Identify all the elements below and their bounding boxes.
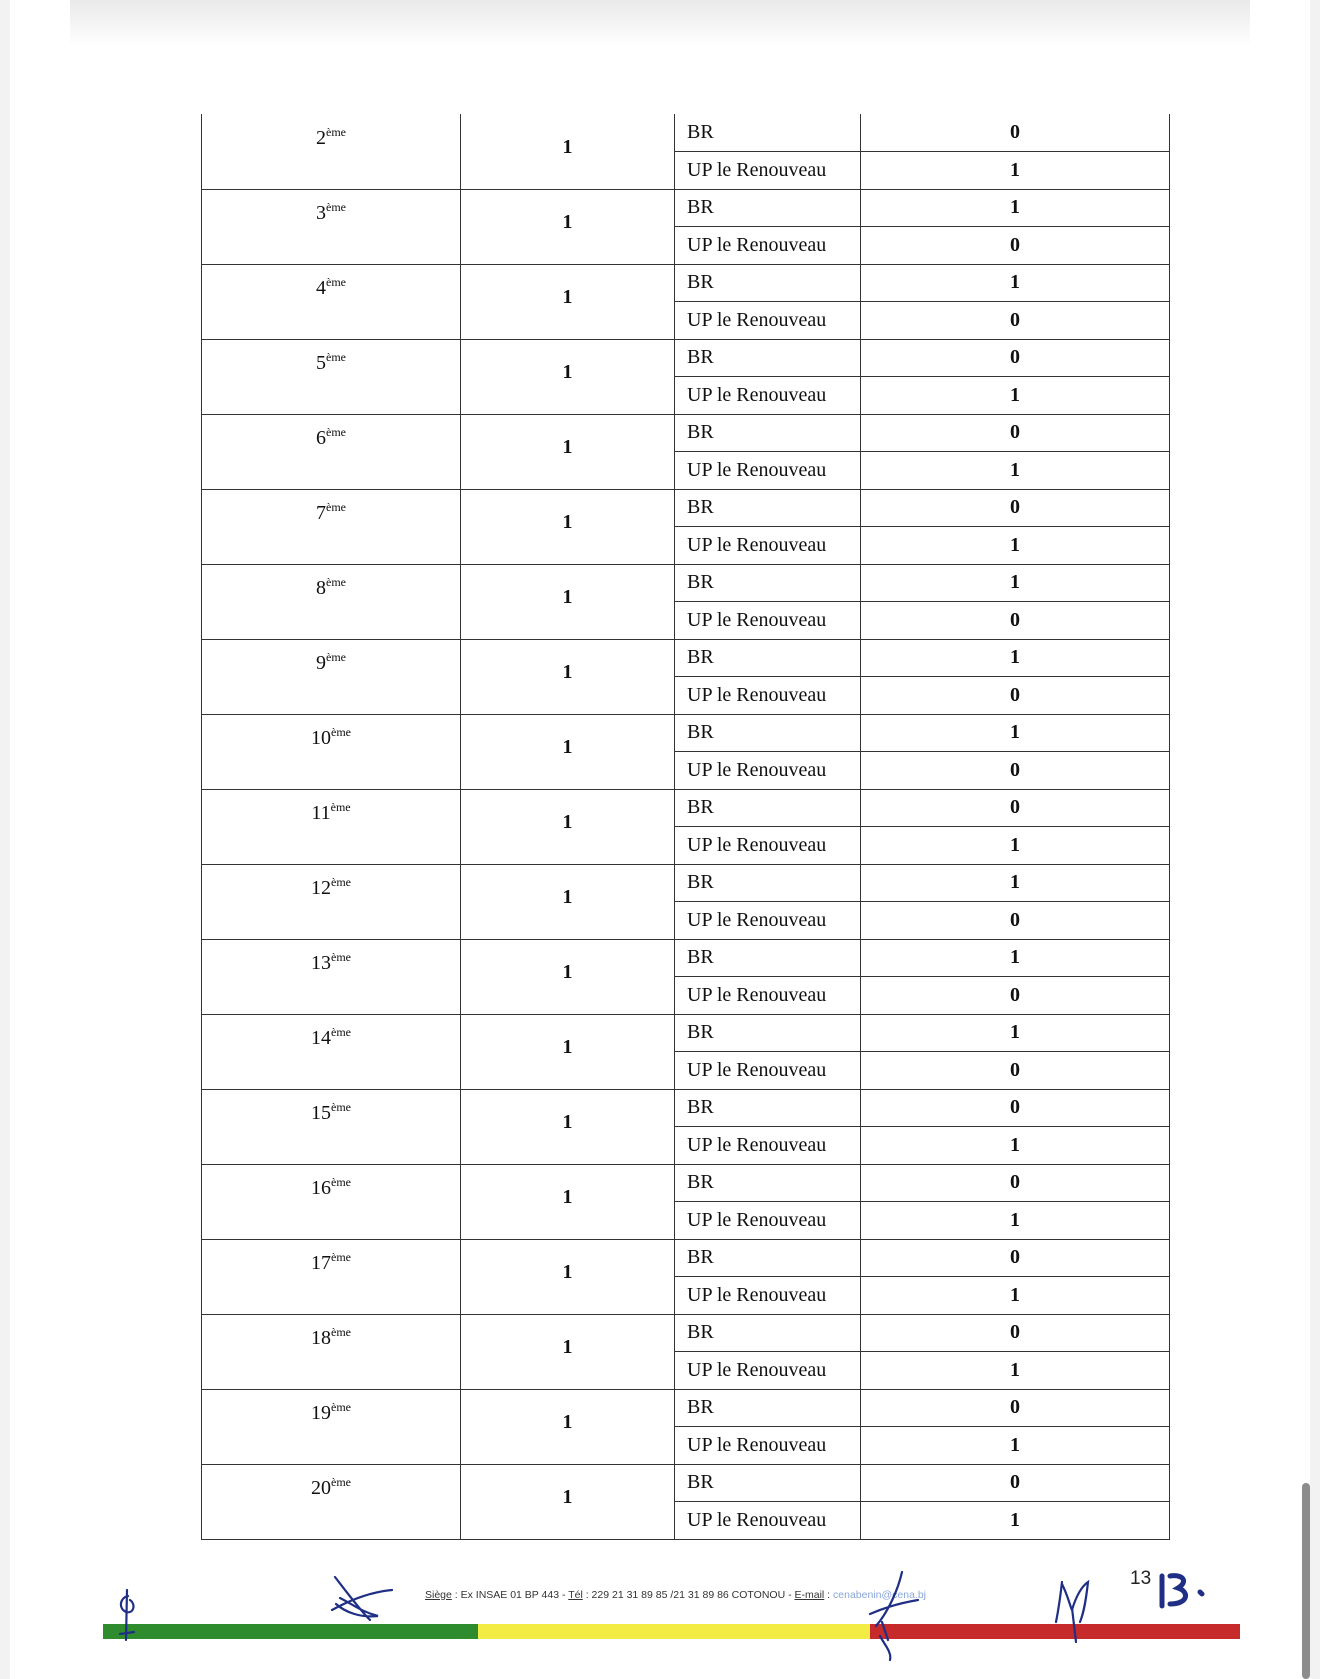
- party-name: BR: [675, 1014, 861, 1052]
- party-seat-value: 1: [861, 152, 1170, 190]
- rank-label: [311, 952, 351, 974]
- seats-value: 1: [562, 1036, 573, 1058]
- rank-suffix: ème: [326, 425, 346, 439]
- seats-value: 1: [562, 1186, 573, 1208]
- rank-number: 6: [316, 427, 326, 449]
- party-seat-value: 1: [861, 714, 1170, 752]
- rank-label: [311, 802, 350, 824]
- party-seat-value: 1: [861, 189, 1170, 227]
- rank-suffix: ème: [330, 800, 351, 814]
- party-seat-value: 0: [861, 489, 1170, 527]
- rank-number: 8: [316, 577, 326, 599]
- table-row: [202, 339, 1170, 377]
- rank-label: [316, 502, 346, 524]
- party-name: UP le Renouveau: [675, 677, 861, 715]
- party-seat-value: 1: [861, 1127, 1170, 1165]
- party-seat-value: 0: [861, 1314, 1170, 1352]
- rank-label: [311, 1327, 351, 1349]
- party-name: UP le Renouveau: [675, 1502, 861, 1540]
- rank-cell: [202, 864, 461, 939]
- seats-cell: [461, 714, 675, 789]
- seats-value: 1: [562, 211, 573, 233]
- party-name: BR: [675, 1239, 861, 1277]
- party-seat-value: 1: [861, 377, 1170, 415]
- party-name: UP le Renouveau: [675, 1277, 861, 1315]
- party-seat-value: 1: [861, 452, 1170, 490]
- rank-suffix: ème: [331, 875, 351, 889]
- rank-label: [316, 427, 346, 449]
- table-row: [202, 114, 1170, 152]
- rank-cell: [202, 114, 461, 189]
- rank-suffix: ème: [331, 1400, 351, 1414]
- table-row: [202, 639, 1170, 677]
- table-row: [202, 489, 1170, 527]
- rank-number: 20: [311, 1477, 331, 1499]
- rank-number: 5: [316, 352, 326, 374]
- rank-cell: [202, 1389, 461, 1464]
- party-seat-value: 0: [861, 1239, 1170, 1277]
- party-seat-value: 1: [861, 1014, 1170, 1052]
- party-name: UP le Renouveau: [675, 902, 861, 940]
- footer-siege-label: Siège: [425, 1589, 452, 1601]
- table-row: [202, 1314, 1170, 1352]
- party-seat-value: 0: [861, 977, 1170, 1015]
- seats-value: 1: [562, 736, 573, 758]
- seats-value: 1: [562, 511, 573, 533]
- rank-cell: [202, 639, 461, 714]
- party-seat-value: 1: [861, 1277, 1170, 1315]
- party-name: BR: [675, 489, 861, 527]
- party-seat-value: 1: [861, 639, 1170, 677]
- party-name: UP le Renouveau: [675, 827, 861, 865]
- rank-label: [316, 577, 346, 599]
- party-name: UP le Renouveau: [675, 1427, 861, 1465]
- rank-cell: [202, 414, 461, 489]
- party-name: UP le Renouveau: [675, 602, 861, 640]
- seats-value: 1: [562, 961, 573, 983]
- seats-cell: [461, 264, 675, 339]
- rank-number: 7: [316, 502, 326, 524]
- seats-cell: [461, 789, 675, 864]
- rank-suffix: ème: [326, 500, 346, 514]
- table-row: [202, 864, 1170, 902]
- party-seat-value: 0: [861, 414, 1170, 452]
- rank-cell: [202, 564, 461, 639]
- rank-suffix: ème: [331, 1175, 351, 1189]
- rank-label: [311, 1027, 351, 1049]
- seats-value: 1: [562, 1111, 573, 1133]
- footer-address: [425, 1589, 926, 1601]
- rank-number: 9: [316, 652, 326, 674]
- party-name: UP le Renouveau: [675, 977, 861, 1015]
- party-seat-value: 0: [861, 602, 1170, 640]
- table-row: [202, 1464, 1170, 1502]
- footer-tel-text: : 229 21 31 89 85 /21 31 89 86 COTONOU -: [582, 1589, 795, 1601]
- flag-stripe-red: [870, 1624, 1240, 1639]
- party-seat-value: 1: [861, 1352, 1170, 1390]
- seats-cell: [461, 1164, 675, 1239]
- footer-tel-label: Tél: [568, 1589, 583, 1601]
- footer-email-link[interactable]: cenabenin@cena.bj: [833, 1589, 926, 1601]
- party-seat-value: 0: [861, 114, 1170, 152]
- rank-cell: [202, 1314, 461, 1389]
- party-name: UP le Renouveau: [675, 1202, 861, 1240]
- party-name: BR: [675, 1464, 861, 1502]
- seats-value: 1: [562, 661, 573, 683]
- table-row: [202, 189, 1170, 227]
- party-name: UP le Renouveau: [675, 752, 861, 790]
- rank-number: 2: [316, 126, 326, 149]
- table-row: [202, 939, 1170, 977]
- rank-number: 12: [311, 877, 331, 899]
- table-row: [202, 1239, 1170, 1277]
- seats-cell: [461, 564, 675, 639]
- party-name: BR: [675, 789, 861, 827]
- rank-suffix: ème: [331, 1250, 351, 1264]
- rank-label: [316, 277, 346, 299]
- rank-cell: [202, 1164, 461, 1239]
- seats-value: 1: [562, 135, 573, 158]
- rank-label: [311, 1477, 351, 1499]
- rank-suffix: ème: [326, 650, 346, 664]
- table-row: [202, 564, 1170, 602]
- party-seat-value: 0: [861, 677, 1170, 715]
- rank-suffix: ème: [331, 725, 351, 739]
- party-name: BR: [675, 564, 861, 602]
- rank-suffix: ème: [331, 1325, 351, 1339]
- party-name: BR: [675, 864, 861, 902]
- rank-label: [311, 1177, 351, 1199]
- party-seat-value: 0: [861, 339, 1170, 377]
- rank-number: 10: [311, 727, 331, 749]
- party-seat-value: 1: [861, 1202, 1170, 1240]
- party-name: UP le Renouveau: [675, 1052, 861, 1090]
- rank-number: 19: [311, 1402, 331, 1424]
- table-row: [202, 1164, 1170, 1202]
- page-top-shadow: [70, 0, 1250, 46]
- seats-cell: [461, 939, 675, 1014]
- seats-value: 1: [562, 1411, 573, 1433]
- seats-cell: [461, 339, 675, 414]
- footer-email-sep: :: [824, 1589, 834, 1601]
- party-seat-value: 1: [861, 264, 1170, 302]
- party-seat-value: 1: [861, 527, 1170, 565]
- party-name: BR: [675, 114, 861, 152]
- party-name: UP le Renouveau: [675, 152, 861, 190]
- rank-cell: [202, 1239, 461, 1314]
- party-seat-value: 1: [861, 827, 1170, 865]
- rank-label: [311, 877, 351, 899]
- table-row: [202, 1389, 1170, 1427]
- table-row: [202, 1014, 1170, 1052]
- party-name: BR: [675, 264, 861, 302]
- rank-cell: [202, 489, 461, 564]
- vertical-scrollbar[interactable]: [1302, 1483, 1310, 1679]
- flag-stripe-green: [103, 1624, 478, 1639]
- party-seat-value: 1: [861, 939, 1170, 977]
- party-name: UP le Renouveau: [675, 452, 861, 490]
- party-seat-value: 1: [861, 564, 1170, 602]
- rank-suffix: ème: [326, 124, 346, 139]
- rank-label: [311, 1252, 351, 1274]
- results-table: [201, 114, 1170, 1540]
- results-table-body: [202, 114, 1170, 1539]
- table-row: [202, 1089, 1170, 1127]
- table-row: [202, 264, 1170, 302]
- table-row: [202, 789, 1170, 827]
- rank-cell: [202, 189, 461, 264]
- rank-cell: [202, 789, 461, 864]
- seats-cell: [461, 1314, 675, 1389]
- seats-value: 1: [562, 586, 573, 608]
- seats-cell: [461, 489, 675, 564]
- rank-suffix: ème: [331, 1475, 351, 1489]
- rank-label: [311, 1102, 351, 1124]
- party-name: BR: [675, 1164, 861, 1202]
- rank-cell: [202, 1089, 461, 1164]
- party-name: BR: [675, 189, 861, 227]
- seats-cell: [461, 189, 675, 264]
- party-name: BR: [675, 339, 861, 377]
- party-seat-value: 1: [861, 1427, 1170, 1465]
- rank-cell: [202, 264, 461, 339]
- party-name: BR: [675, 939, 861, 977]
- rank-cell: [202, 339, 461, 414]
- party-name: UP le Renouveau: [675, 302, 861, 340]
- party-name: BR: [675, 1089, 861, 1127]
- rank-number: 15: [311, 1102, 331, 1124]
- seats-value: 1: [562, 361, 573, 383]
- rank-label: [311, 727, 351, 749]
- rank-label: [316, 352, 346, 374]
- flag-stripe-yellow: [478, 1624, 870, 1639]
- seats-cell: [461, 1089, 675, 1164]
- party-name: UP le Renouveau: [675, 1352, 861, 1390]
- party-seat-value: 0: [861, 902, 1170, 940]
- footer-email-label: E-mail: [794, 1589, 825, 1601]
- rank-suffix: ème: [326, 575, 346, 589]
- rank-suffix: ème: [331, 950, 351, 964]
- rank-number: 18: [311, 1327, 331, 1349]
- seats-cell: [461, 414, 675, 489]
- party-name: UP le Renouveau: [675, 527, 861, 565]
- rank-number: 17: [311, 1252, 331, 1274]
- party-name: UP le Renouveau: [675, 1127, 861, 1165]
- party-name: UP le Renouveau: [675, 377, 861, 415]
- party-seat-value: 0: [861, 227, 1170, 265]
- party-seat-value: 0: [861, 1089, 1170, 1127]
- table-row: [202, 714, 1170, 752]
- rank-label: [316, 124, 346, 149]
- page-number: 13: [1130, 1568, 1152, 1589]
- party-name: BR: [675, 414, 861, 452]
- rank-number: 14: [311, 1027, 331, 1049]
- rank-cell: [202, 714, 461, 789]
- seats-value: 1: [562, 1486, 573, 1508]
- seats-cell: [461, 1014, 675, 1089]
- party-seat-value: 0: [861, 1164, 1170, 1202]
- table-row: [202, 414, 1170, 452]
- footer-siege-text: : Ex INSAE 01 BP 443 -: [451, 1589, 569, 1601]
- party-name: BR: [675, 1314, 861, 1352]
- seats-cell: [461, 1389, 675, 1464]
- rank-label: [311, 1402, 351, 1424]
- seats-value: 1: [562, 436, 573, 458]
- seats-cell: [461, 864, 675, 939]
- rank-cell: [202, 1014, 461, 1089]
- seats-value: 1: [562, 811, 573, 833]
- party-name: BR: [675, 714, 861, 752]
- rank-number: 3: [316, 202, 326, 224]
- rank-number: 4: [316, 277, 326, 299]
- rank-suffix: ème: [326, 275, 346, 289]
- rank-suffix: ème: [331, 1100, 351, 1114]
- rank-cell: [202, 1464, 461, 1539]
- party-seat-value: 1: [861, 1502, 1170, 1540]
- seats-cell: [461, 1239, 675, 1314]
- seats-value: 1: [562, 1261, 573, 1283]
- party-seat-value: 0: [861, 789, 1170, 827]
- seats-value: 1: [562, 1336, 573, 1358]
- party-seat-value: 0: [861, 1052, 1170, 1090]
- party-name: BR: [675, 639, 861, 677]
- rank-suffix: ème: [331, 1025, 351, 1039]
- party-seat-value: 0: [861, 1389, 1170, 1427]
- rank-label: [316, 652, 346, 674]
- rank-number: 13: [311, 952, 331, 974]
- party-seat-value: 0: [861, 752, 1170, 790]
- rank-suffix: ème: [326, 350, 346, 364]
- rank-suffix: ème: [326, 200, 346, 214]
- party-seat-value: 0: [861, 1464, 1170, 1502]
- party-seat-value: 0: [861, 302, 1170, 340]
- seats-cell: [461, 639, 675, 714]
- rank-cell: [202, 939, 461, 1014]
- rank-number: 16: [311, 1177, 331, 1199]
- seats-value: 1: [562, 886, 573, 908]
- seats-cell: [461, 114, 675, 189]
- seats-cell: [461, 1464, 675, 1539]
- rank-number: 11: [311, 802, 331, 824]
- party-seat-value: 1: [861, 864, 1170, 902]
- seats-value: 1: [562, 286, 573, 308]
- rank-label: [316, 202, 346, 224]
- party-name: UP le Renouveau: [675, 227, 861, 265]
- party-name: BR: [675, 1389, 861, 1427]
